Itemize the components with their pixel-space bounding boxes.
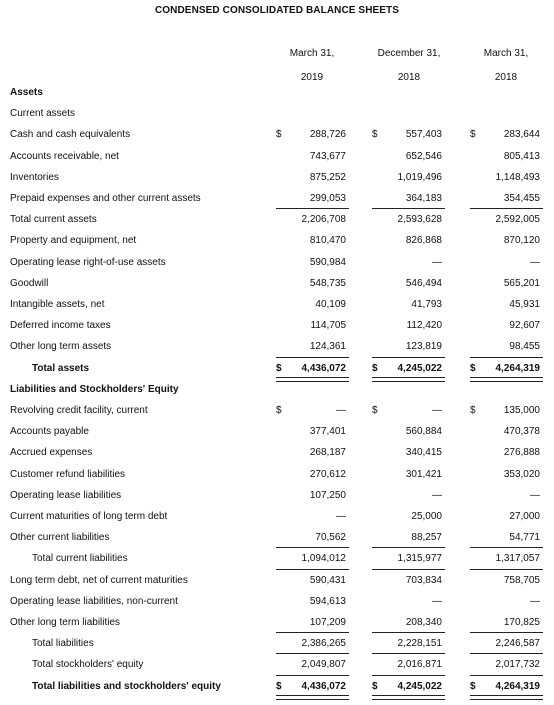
value-number: 170,825 [503, 617, 540, 628]
table-row [0, 676, 554, 697]
value-cell [372, 511, 445, 523]
row-label: Prepaid expenses and other current assets [10, 193, 201, 204]
currency-symbol: $ [470, 680, 476, 692]
value-number: 27,000 [509, 511, 540, 522]
value-cell [470, 299, 543, 311]
value-number: 1,019,496 [397, 171, 442, 183]
value-cell [372, 235, 445, 247]
table-row [0, 358, 554, 379]
value-number: 270,612 [309, 468, 346, 480]
total-top-rule [470, 675, 543, 676]
value-cell [276, 299, 349, 311]
value-number: 2,049,807 [301, 659, 346, 671]
currency-symbol: $ [470, 129, 476, 141]
table-row [0, 591, 554, 612]
column-header-december-2018: December 31, 2018 [377, 48, 441, 83]
value-number: 2,593,628 [397, 214, 442, 226]
value-number: — [530, 595, 540, 607]
value-number: 4,245,022 [397, 362, 442, 374]
value-number: 54,771 [509, 532, 540, 544]
value-cell [372, 426, 445, 438]
value-number: 276,888 [503, 447, 540, 459]
currency-symbol: $ [276, 680, 282, 692]
row-label: Total stockholders' equity [32, 659, 144, 671]
row-label: Goodwill [10, 277, 49, 289]
value-number: 4,436,072 [301, 680, 346, 692]
value-cell [470, 172, 543, 184]
value-number: 4,436,072 [301, 362, 346, 374]
table-row [0, 654, 554, 675]
value-cell [276, 511, 349, 523]
value-cell [470, 235, 543, 247]
value-number: 114,705 [310, 320, 346, 332]
total-top-rule [372, 675, 445, 676]
value-cell [276, 151, 349, 163]
value-number: 340,415 [405, 447, 442, 459]
row-label: Other long term liabilities [10, 617, 121, 628]
table-row [0, 146, 554, 167]
total-top-rule [470, 357, 543, 358]
row-label: Operating lease liabilities [10, 489, 122, 501]
value-number: 1,148,493 [495, 171, 540, 183]
value-cell [276, 405, 349, 417]
value-cell [372, 681, 445, 693]
value-number: 590,431 [309, 574, 346, 586]
value-cell [372, 490, 445, 502]
table-row [0, 188, 554, 209]
value-cell [470, 320, 543, 332]
value-cell [372, 659, 445, 671]
value-cell [372, 278, 445, 290]
row-label: Deferred income taxes [10, 320, 111, 332]
value-cell [372, 469, 445, 481]
value-number: 870,120 [503, 235, 540, 247]
value-number: 107,250 [309, 489, 346, 501]
table-row [0, 294, 554, 315]
value-number: 652,546 [405, 150, 442, 162]
value-number: — [336, 511, 346, 522]
value-cell [276, 235, 349, 247]
row-label: Other current liabilities [10, 532, 110, 544]
value-number: 594,613 [309, 595, 346, 607]
value-number: 301,421 [405, 468, 442, 480]
value-cell [276, 172, 349, 184]
currency-symbol: $ [276, 362, 282, 374]
value-number: 590,984 [309, 256, 346, 268]
row-label: Operating lease liabilities, non-current [10, 595, 178, 607]
column-header-march-2018: March 31, 2018 [483, 48, 529, 83]
value-number: 703,834 [405, 574, 442, 586]
table-row [0, 421, 554, 442]
table-row [0, 379, 554, 400]
value-cell [470, 447, 543, 459]
value-cell [372, 341, 445, 353]
total-double-rule [372, 695, 445, 700]
value-cell [276, 575, 349, 587]
value-cell [470, 193, 543, 205]
value-cell [470, 575, 543, 587]
value-cell [372, 257, 445, 269]
value-cell [470, 511, 543, 523]
total-double-rule [470, 695, 543, 700]
value-number: 1,094,012 [301, 553, 346, 565]
value-cell [276, 278, 349, 290]
value-number: 875,252 [309, 171, 346, 183]
value-number: 2,017,732 [495, 659, 540, 671]
value-cell [372, 151, 445, 163]
row-label: Accounts payable [10, 426, 89, 438]
value-number: — [432, 256, 442, 268]
value-cell [276, 532, 349, 544]
value-number: 2,246,587 [495, 638, 540, 650]
value-cell [470, 108, 543, 120]
value-cell [470, 469, 543, 481]
row-label: Operating lease right-of-use assets [10, 256, 166, 268]
table-row [0, 336, 554, 357]
value-cell [470, 129, 543, 141]
value-number: 2,206,708 [301, 214, 346, 226]
value-cell [470, 659, 543, 671]
value-number: 364,183 [405, 193, 442, 204]
value-cell [276, 363, 349, 375]
row-label: Revolving credit facility, current [10, 405, 148, 416]
value-cell [276, 108, 349, 120]
value-cell [372, 87, 445, 99]
value-cell [470, 341, 543, 353]
value-number: — [432, 405, 442, 416]
row-label: Accrued expenses [10, 447, 93, 459]
value-number: 565,201 [503, 277, 540, 289]
value-number: — [530, 256, 540, 268]
table-row [0, 548, 554, 569]
value-cell [276, 469, 349, 481]
row-label: Current maturities of long term debt [10, 511, 168, 522]
total-top-rule [276, 675, 349, 676]
value-number: 208,340 [405, 617, 442, 628]
row-label: Accounts receivable, net [10, 150, 119, 162]
value-number: 557,403 [405, 129, 442, 141]
value-cell [372, 405, 445, 417]
value-cell [276, 257, 349, 269]
row-label: Property and equipment, net [10, 235, 137, 247]
row-label: Cash and cash equivalents [10, 129, 131, 141]
value-cell [276, 87, 349, 99]
row-label: Current assets [10, 108, 76, 120]
value-cell [276, 193, 349, 205]
table-row [0, 103, 554, 124]
value-number: 758,705 [503, 574, 540, 586]
value-number: 45,931 [509, 299, 540, 310]
value-cell [372, 553, 445, 565]
value-cell [276, 384, 349, 396]
value-cell [470, 553, 543, 565]
value-cell [276, 341, 349, 353]
currency-symbol: $ [372, 405, 378, 416]
value-number: — [432, 489, 442, 501]
value-number: 25,000 [411, 511, 442, 522]
value-cell [372, 363, 445, 375]
currency-symbol: $ [276, 129, 282, 141]
value-cell [372, 532, 445, 544]
table-row [0, 612, 554, 633]
currency-symbol: $ [470, 405, 476, 416]
value-number: — [432, 595, 442, 607]
value-number: 107,209 [309, 617, 346, 628]
value-number: 2,228,151 [397, 638, 442, 650]
value-cell [372, 193, 445, 205]
value-cell [470, 257, 543, 269]
total-top-rule [372, 357, 445, 358]
value-number: 743,677 [309, 150, 346, 162]
value-number: 299,053 [309, 193, 346, 204]
row-label: Assets [10, 87, 43, 98]
row-label: Liabilities and Stockholders' Equity [10, 383, 179, 395]
value-cell [372, 214, 445, 226]
value-cell [276, 214, 349, 226]
table-row [0, 570, 554, 591]
value-number: 40,109 [315, 299, 346, 310]
value-number: 826,868 [405, 235, 442, 247]
value-number: — [530, 489, 540, 501]
table-row [0, 506, 554, 527]
currency-symbol: $ [372, 680, 378, 692]
value-cell [276, 129, 349, 141]
value-cell [470, 596, 543, 608]
row-label: Other long term assets [10, 341, 112, 353]
row-label: Total assets [32, 362, 90, 374]
value-number: 4,264,319 [495, 680, 540, 692]
row-label: Total liabilities [32, 638, 94, 650]
value-cell [276, 490, 349, 502]
table-row [0, 442, 554, 463]
currency-symbol: $ [372, 129, 378, 141]
value-number: 560,884 [405, 426, 442, 438]
value-number: 88,257 [411, 532, 442, 544]
table-row [0, 82, 554, 103]
value-number: 268,187 [309, 447, 346, 459]
value-cell [276, 320, 349, 332]
value-number: 70,562 [315, 532, 346, 544]
value-cell [470, 87, 543, 99]
value-number: 135,000 [503, 405, 540, 416]
value-cell [372, 129, 445, 141]
currency-symbol: $ [372, 362, 378, 374]
value-cell [470, 151, 543, 163]
value-cell [470, 363, 543, 375]
value-number: 41,793 [411, 299, 442, 310]
table-row [0, 464, 554, 485]
value-number: 2,592,005 [495, 214, 540, 226]
value-number: 2,386,265 [301, 638, 346, 650]
table-row [0, 485, 554, 506]
row-label: Total current liabilities [32, 553, 128, 565]
value-number: 92,607 [509, 320, 540, 332]
value-number: 470,378 [503, 426, 540, 438]
page-title: CONDENSED CONSOLIDATED BALANCE SHEETS [154, 5, 400, 16]
value-cell [470, 681, 543, 693]
value-cell [276, 638, 349, 650]
value-cell [276, 681, 349, 693]
value-cell [276, 447, 349, 459]
value-number: 112,420 [406, 320, 442, 332]
value-cell [470, 384, 543, 396]
table-row [0, 400, 554, 421]
row-label: Intangible assets, net [10, 299, 105, 310]
value-number: 1,315,977 [397, 553, 442, 565]
value-number: 546,494 [405, 277, 442, 289]
value-cell [372, 575, 445, 587]
value-cell [372, 617, 445, 629]
value-cell [276, 617, 349, 629]
total-double-rule [276, 695, 349, 700]
value-number: 1,317,057 [495, 553, 540, 565]
value-number: 124,361 [309, 341, 346, 353]
value-cell [372, 638, 445, 650]
value-cell [276, 553, 349, 565]
table-row [0, 527, 554, 548]
value-cell [276, 426, 349, 438]
value-cell [470, 405, 543, 417]
value-cell [470, 532, 543, 544]
value-number: 288,726 [309, 129, 346, 141]
value-number: — [336, 405, 346, 416]
table-row [0, 209, 554, 230]
row-label: Total liabilities and stockholders' equity [32, 680, 221, 692]
value-number: 353,020 [503, 468, 540, 480]
value-number: 98,455 [509, 341, 540, 353]
value-number: 810,470 [309, 235, 346, 247]
value-cell [372, 108, 445, 120]
currency-symbol: $ [470, 362, 476, 374]
value-cell [470, 426, 543, 438]
table-row [0, 230, 554, 251]
row-label: Long term debt, net of current maturities [10, 574, 188, 586]
value-number: 377,401 [309, 426, 346, 438]
row-label: Total current assets [10, 214, 97, 226]
value-number: 805,413 [503, 150, 540, 162]
value-cell [372, 172, 445, 184]
value-cell [470, 638, 543, 650]
value-cell [276, 596, 349, 608]
value-cell [372, 320, 445, 332]
value-cell [470, 490, 543, 502]
column-header-march-2019: March 31, 2019 [289, 48, 335, 83]
value-number: 4,264,319 [495, 362, 540, 374]
value-number: 123,819 [405, 341, 442, 353]
value-number: 548,735 [309, 277, 346, 289]
value-cell [372, 447, 445, 459]
value-number: 4,245,022 [397, 680, 442, 692]
currency-symbol: $ [276, 405, 282, 416]
value-cell [470, 214, 543, 226]
value-number: 2,016,871 [397, 659, 442, 671]
value-cell [470, 278, 543, 290]
row-label: Inventories [10, 171, 59, 183]
table-row [0, 273, 554, 294]
row-label: Customer refund liabilities [10, 468, 126, 480]
table-row [0, 167, 554, 188]
table-row [0, 315, 554, 336]
value-cell [372, 299, 445, 311]
value-cell [372, 596, 445, 608]
table-row [0, 124, 554, 145]
value-number: 283,644 [503, 129, 540, 141]
value-cell [372, 384, 445, 396]
table-row [0, 633, 554, 654]
value-number: 354,455 [503, 193, 540, 204]
value-cell [470, 617, 543, 629]
table-row [0, 252, 554, 273]
total-top-rule [276, 357, 349, 358]
value-cell [276, 659, 349, 671]
